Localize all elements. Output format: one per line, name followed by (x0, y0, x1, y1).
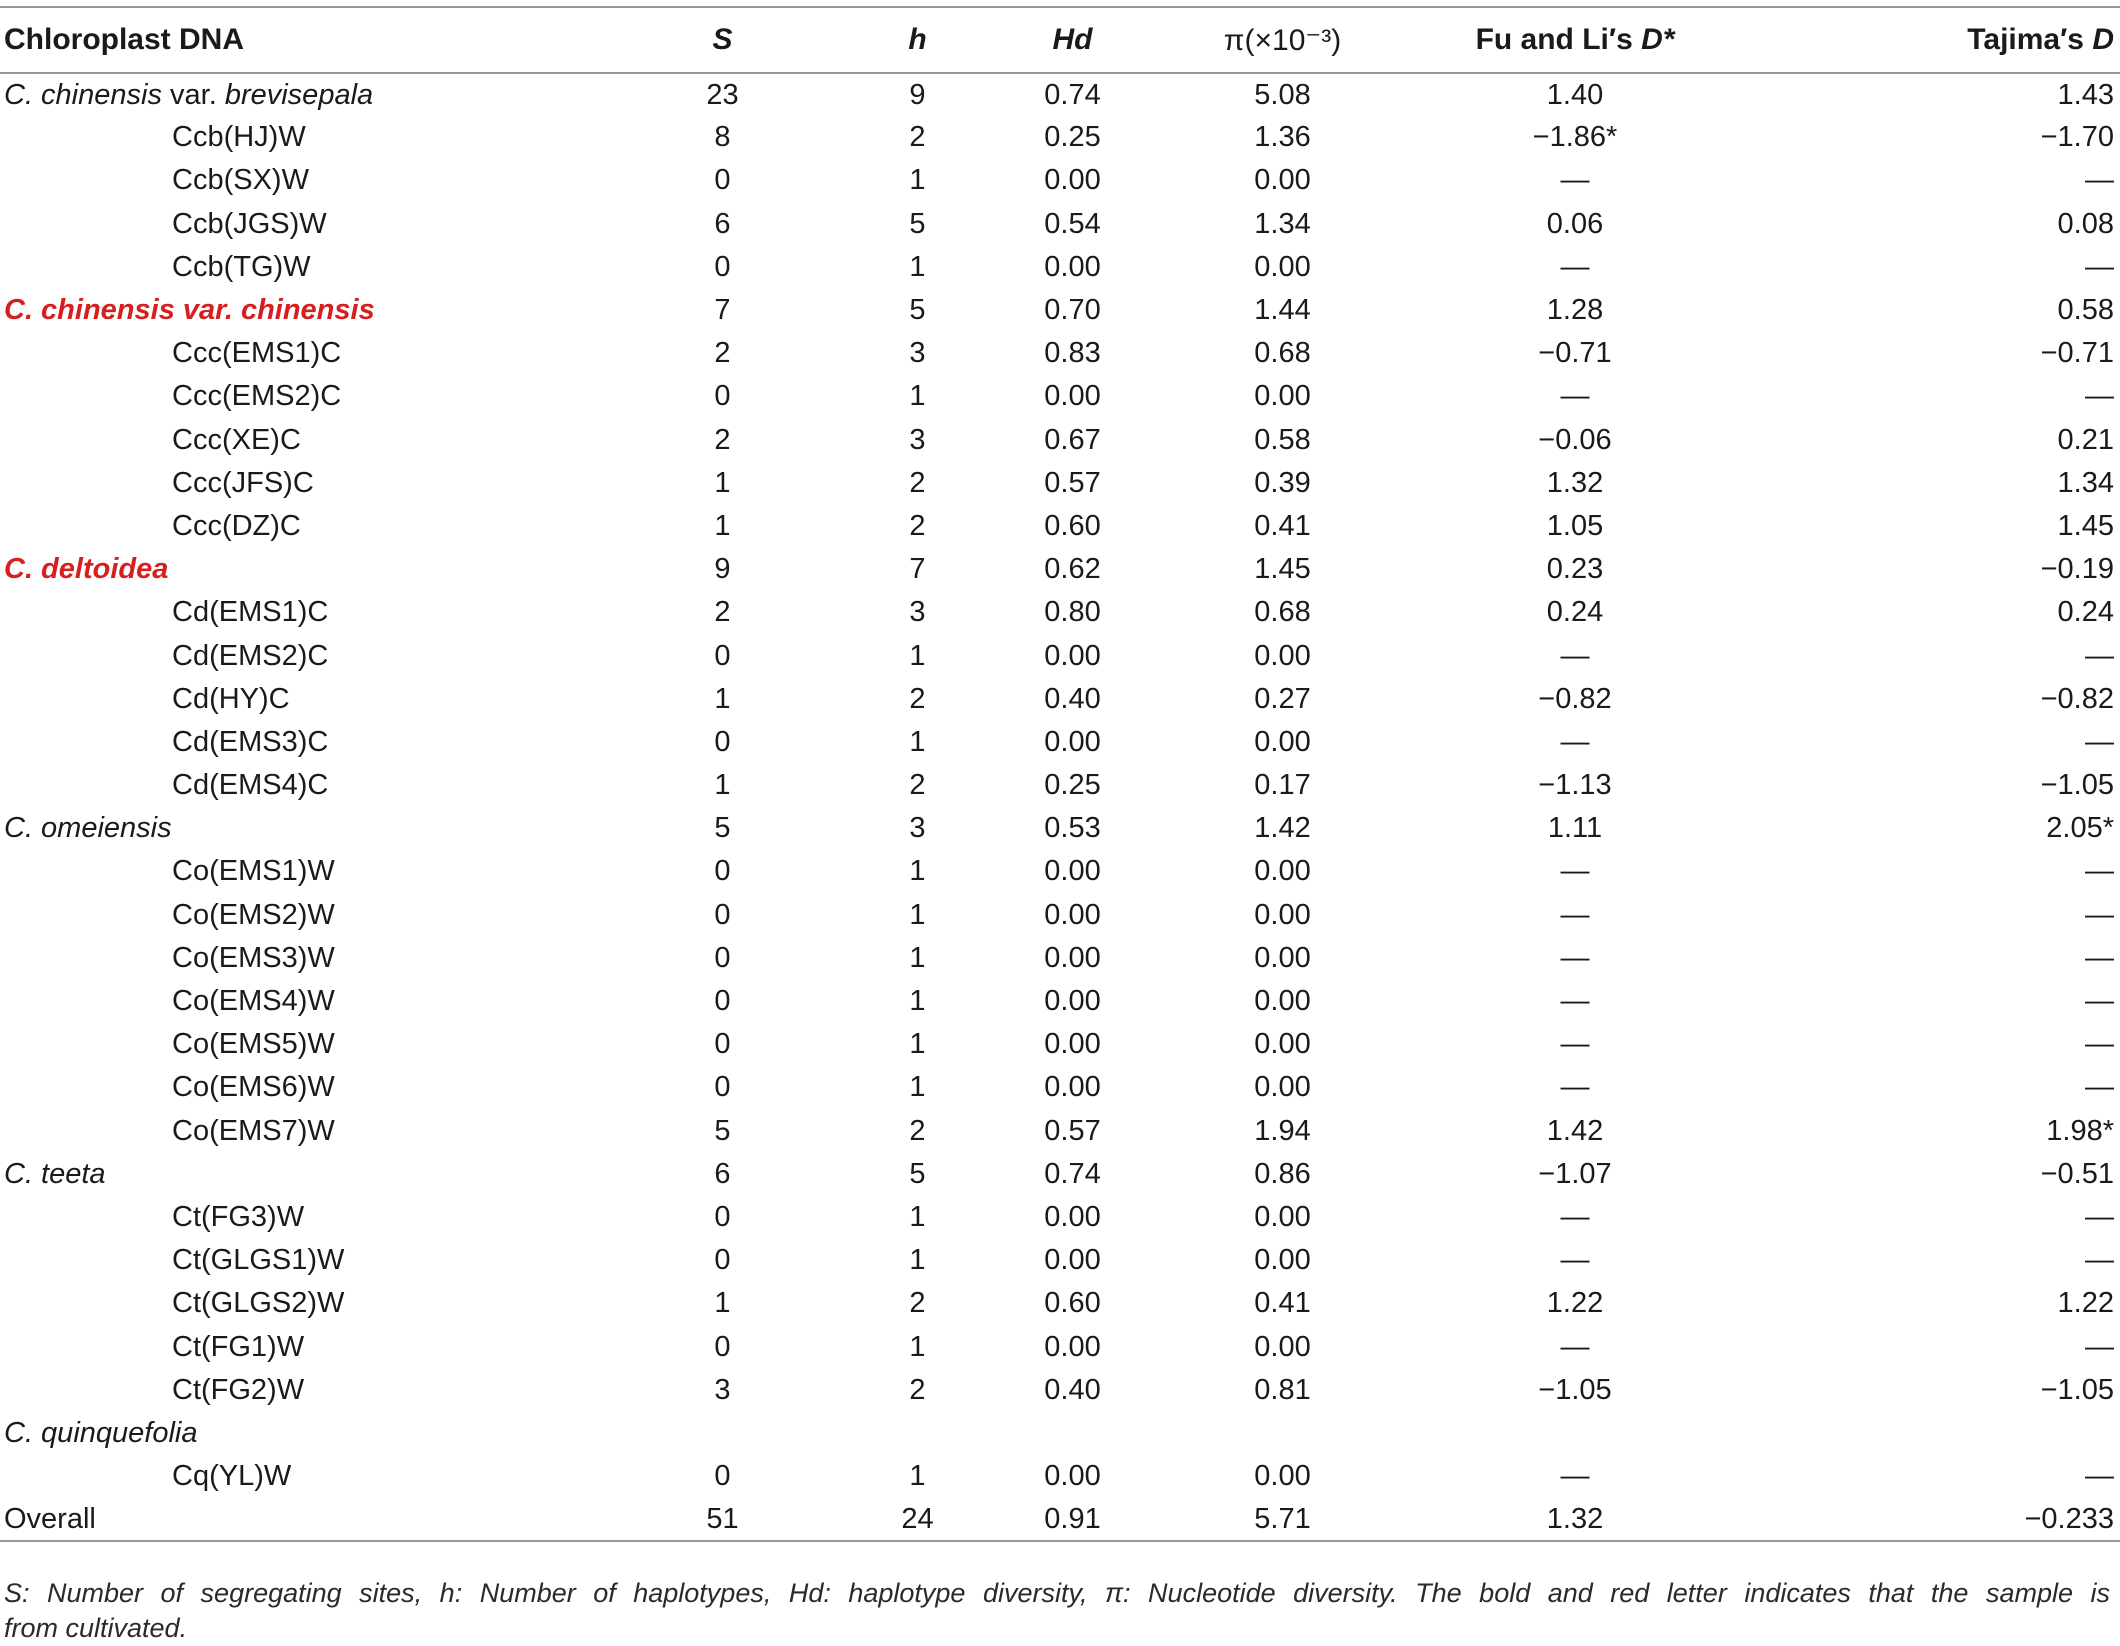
cell-hd: 0.74 (1044, 78, 1101, 111)
cell-pi: 0.27 (1254, 682, 1311, 715)
cell-h: 24 (845, 1498, 990, 1541)
cell-tajima: — (2085, 898, 2114, 931)
cell-fu-li (1410, 1412, 1740, 1455)
table-row (0, 980, 2120, 1023)
cell-h: 5 (909, 1157, 926, 1190)
cell-pi: 0.17 (1254, 769, 1311, 802)
header-tajima-d (1740, 7, 2120, 73)
cell-fu-li: 1.22 (1546, 1287, 1604, 1320)
header-tajima-prefix: Tajima′s (1967, 23, 2093, 56)
cell-h: 1 (909, 985, 926, 1018)
cell-h: 1 (909, 1460, 926, 1493)
cell-hd: 0.40 (1044, 1373, 1101, 1406)
row-label: Cd(EMS1)C (172, 596, 329, 629)
cell-hd: 0.83 (1044, 337, 1101, 370)
header-chloroplast-dna: Chloroplast DNA (0, 7, 600, 73)
cell-pi: 0.39 (1254, 466, 1311, 499)
table-body (0, 73, 2120, 1541)
cell-h (845, 1412, 990, 1455)
cell-hd: 0.00 (1044, 1244, 1101, 1277)
cell-tajima: — (2085, 725, 2114, 758)
row-label: Cd(HY)C (172, 682, 290, 715)
cell-s: 7 (714, 294, 731, 327)
header-hd: Hd (990, 7, 1155, 73)
cell-h: 1 (909, 898, 926, 931)
row-label: Ccc(DZ)C (172, 509, 301, 542)
table-row-overall (0, 1498, 2120, 1541)
table-row (0, 1153, 2120, 1196)
row-label: Co(EMS4)W (172, 985, 335, 1018)
cell-tajima: −0.82 (2040, 682, 2114, 715)
cell-tajima: — (2085, 941, 2114, 974)
row-label: Ccc(EMS2)C (172, 380, 342, 413)
cell-s (600, 1412, 845, 1455)
cell-fu-li: 1.40 (1546, 78, 1604, 111)
cell-s: 51 (600, 1498, 845, 1541)
row-label-cultivated: C. deltoidea (4, 553, 169, 586)
cell-pi: 0.00 (1254, 898, 1311, 931)
cell-pi: 5.71 (1155, 1498, 1410, 1541)
cell-tajima: −0.233 (1740, 1498, 2120, 1541)
cell-s: 23 (706, 78, 739, 111)
cell-h: 2 (909, 1114, 926, 1147)
row-label: Cd(EMS2)C (172, 639, 329, 672)
table-row (0, 850, 2120, 893)
cell-hd: 0.70 (1044, 294, 1101, 327)
cell-s: 0 (714, 1028, 731, 1061)
cell-fu-li: — (1560, 985, 1590, 1018)
cell-pi: 1.44 (1254, 294, 1311, 327)
row-label: Co(EMS6)W (172, 1071, 335, 1104)
table-header (0, 7, 2120, 73)
cell-pi: 0.00 (1254, 855, 1311, 888)
cell-pi: 0.68 (1254, 596, 1311, 629)
cell-h: 1 (909, 1028, 926, 1061)
diversity-table-container (0, 6, 2120, 1542)
cell-h: 2 (909, 1287, 926, 1320)
cell-s: 1 (714, 769, 731, 802)
cell-fu-li: — (1560, 639, 1590, 672)
cell-hd: 0.54 (1044, 207, 1101, 240)
header-row (0, 7, 2120, 73)
cell-h: 3 (909, 423, 926, 456)
cell-fu-li: 1.28 (1546, 294, 1604, 327)
cell-hd: 0.00 (1044, 1200, 1101, 1233)
table-row (0, 1196, 2120, 1239)
table-row (0, 419, 2120, 462)
cell-tajima: 0.58 (2057, 294, 2114, 327)
cell-h: 2 (909, 466, 926, 499)
table-row (0, 203, 2120, 246)
cell-tajima: — (2085, 250, 2114, 283)
cell-fu-li: −0.06 (1538, 423, 1612, 456)
row-label-overall: Overall (0, 1498, 600, 1541)
cell-hd: 0.00 (1044, 1330, 1101, 1363)
cell-tajima: −1.70 (2040, 121, 2114, 154)
cell-fu-li: — (1560, 164, 1590, 197)
cell-fu-li: −1.07 (1538, 1157, 1612, 1190)
cell-pi: 0.00 (1254, 1028, 1311, 1061)
cell-pi: 0.00 (1254, 1244, 1311, 1277)
cell-hd: 0.00 (1044, 985, 1101, 1018)
cell-pi: 0.00 (1254, 941, 1311, 974)
table-row (0, 937, 2120, 980)
cell-s: 0 (714, 639, 731, 672)
table-row (0, 591, 2120, 634)
cell-fu-li: — (1560, 250, 1590, 283)
cell-tajima: — (2085, 380, 2114, 413)
cell-s: 0 (714, 164, 731, 197)
variety-name: brevisepala (224, 78, 374, 111)
cell-s: 0 (714, 1460, 731, 1493)
cell-tajima: — (2085, 164, 2114, 197)
table-row (0, 1282, 2120, 1325)
cell-hd: 0.00 (1044, 1028, 1101, 1061)
cell-hd: 0.25 (1044, 121, 1101, 154)
header-s: S (600, 7, 845, 73)
cell-h: 1 (909, 164, 926, 197)
cell-s: 1 (714, 682, 731, 715)
table-row (0, 159, 2120, 202)
cell-hd: 0.40 (1044, 682, 1101, 715)
cell-h: 2 (909, 121, 926, 154)
cell-s: 2 (714, 596, 731, 629)
cell-hd: 0.62 (1044, 553, 1101, 586)
cell-pi: 1.45 (1254, 553, 1311, 586)
cell-pi: 0.68 (1254, 337, 1311, 370)
cell-tajima: −0.19 (2040, 553, 2114, 586)
header-fu-li-prefix: Fu and Li′s (1475, 23, 1642, 56)
cell-fu-li: 0.06 (1546, 207, 1604, 240)
footnote-line-1: S: Number of segregating sites, h: Number of haplotypes, Hd: haplotype diversity, π: Nucleotide diversity. The bold and red letter indicates that the sample is (4, 1578, 2110, 1608)
cell-tajima: — (2085, 639, 2114, 672)
cell-hd: 0.25 (1044, 769, 1101, 802)
rank-text: var. (161, 78, 225, 111)
cell-s: 2 (714, 423, 731, 456)
cell-fu-li: — (1560, 1200, 1590, 1233)
cell-h: 1 (909, 1200, 926, 1233)
cell-pi: 0.41 (1254, 509, 1311, 542)
cell-fu-li: 1.32 (1410, 1498, 1740, 1541)
cell-h: 1 (909, 250, 926, 283)
cell-tajima: — (2085, 855, 2114, 888)
table-row (0, 894, 2120, 937)
cell-hd: 0.00 (1044, 1071, 1101, 1104)
row-label (0, 73, 600, 116)
cell-tajima: — (2085, 1071, 2114, 1104)
cell-fu-li: 0.23 (1546, 553, 1604, 586)
table-row (0, 634, 2120, 677)
cell-tajima: 2.05* (2046, 812, 2114, 845)
row-label: Ct(GLGS1)W (172, 1244, 345, 1277)
cell-pi: 0.00 (1254, 725, 1311, 758)
cell-hd: 0.00 (1044, 639, 1101, 672)
header-pi: π(×10⁻³) (1155, 7, 1410, 73)
cell-h: 3 (909, 337, 926, 370)
cell-tajima: — (2085, 1028, 2114, 1061)
cell-tajima: 0.21 (2057, 423, 2114, 456)
table-row (0, 73, 2120, 116)
cell-s: 3 (714, 1373, 731, 1406)
table-row (0, 1325, 2120, 1368)
cell-tajima: — (2085, 1244, 2114, 1277)
cell-fu-li: — (1560, 941, 1590, 974)
row-label: Ccc(EMS1)C (172, 337, 342, 370)
cell-fu-li: — (1560, 1028, 1590, 1061)
cell-tajima: 1.34 (2057, 466, 2114, 499)
table-row (0, 462, 2120, 505)
cell-tajima: 1.98* (2046, 1114, 2114, 1147)
cell-pi: 5.08 (1254, 78, 1311, 111)
cell-tajima: — (2085, 1200, 2114, 1233)
cell-s: 5 (714, 1114, 731, 1147)
cell-fu-li: — (1560, 380, 1590, 413)
cell-s: 1 (714, 509, 731, 542)
cell-pi: 1.94 (1254, 1114, 1311, 1147)
row-label: Co(EMS2)W (172, 898, 335, 931)
cell-tajima: 1.43 (2057, 78, 2114, 111)
cell-pi: 0.00 (1254, 1071, 1311, 1104)
table-row (0, 116, 2120, 159)
cell-s: 0 (714, 941, 731, 974)
cell-tajima: −0.71 (2040, 337, 2114, 370)
cell-s: 8 (714, 121, 731, 154)
cell-fu-li: — (1560, 725, 1590, 758)
table-row (0, 1110, 2120, 1153)
row-label: Cd(EMS3)C (172, 725, 329, 758)
row-label: Ccc(JFS)C (172, 466, 314, 499)
cell-s: 5 (714, 812, 731, 845)
cell-h: 1 (909, 855, 926, 888)
cell-s: 9 (714, 553, 731, 586)
footnote-line-2: from cultivated. (4, 1613, 188, 1643)
cell-fu-li: — (1560, 898, 1590, 931)
cell-fu-li: −1.86* (1532, 121, 1618, 154)
table-row (0, 721, 2120, 764)
cell-hd (990, 1412, 1155, 1455)
header-fu-li-italic: D* (1641, 23, 1675, 56)
species-name: C. chinensis (4, 78, 162, 111)
cell-s: 0 (714, 855, 731, 888)
table-row (0, 246, 2120, 289)
cell-pi (1155, 1412, 1410, 1455)
cell-fu-li: −0.71 (1538, 337, 1612, 370)
cell-s: 0 (714, 250, 731, 283)
table-row (0, 332, 2120, 375)
cell-pi: 0.81 (1254, 1373, 1311, 1406)
cell-s: 0 (714, 898, 731, 931)
row-label-species: C. teeta (4, 1157, 106, 1190)
cell-fu-li: −0.82 (1538, 682, 1612, 715)
cell-pi: 0.00 (1254, 985, 1311, 1018)
cell-hd: 0.00 (1044, 941, 1101, 974)
cell-pi: 0.41 (1254, 1287, 1311, 1320)
cell-fu-li: — (1560, 855, 1590, 888)
table-row (0, 548, 2120, 591)
cell-h: 1 (909, 639, 926, 672)
cell-h: 9 (909, 78, 926, 111)
cell-pi: 0.00 (1254, 164, 1311, 197)
cell-s: 0 (714, 1071, 731, 1104)
table-footnote (4, 1576, 2110, 1646)
row-label-species: C. omeiensis (4, 812, 172, 845)
cell-hd: 0.00 (1044, 1460, 1101, 1493)
cell-pi: 0.00 (1254, 1460, 1311, 1493)
row-label: Ct(FG3)W (172, 1200, 305, 1233)
cell-hd: 0.67 (1044, 423, 1101, 456)
row-label: Ccc(XE)C (172, 423, 301, 456)
cell-tajima: −1.05 (2040, 769, 2114, 802)
cell-tajima: −0.51 (2040, 1157, 2114, 1190)
cell-h: 7 (909, 553, 926, 586)
cell-hd: 0.00 (1044, 164, 1101, 197)
cell-pi: 0.00 (1254, 250, 1311, 283)
cell-tajima: — (2085, 1330, 2114, 1363)
table-row (0, 1455, 2120, 1498)
cell-s: 0 (714, 1200, 731, 1233)
header-h: h (845, 7, 990, 73)
cell-pi: 0.00 (1254, 1200, 1311, 1233)
row-label: Co(EMS1)W (172, 855, 335, 888)
row-label-species: C. quinquefolia (4, 1416, 198, 1449)
cell-pi: 0.58 (1254, 423, 1311, 456)
cell-h: 2 (909, 682, 926, 715)
row-label: Co(EMS7)W (172, 1114, 335, 1147)
row-label: Cd(EMS4)C (172, 769, 329, 802)
cell-hd: 0.74 (1044, 1157, 1101, 1190)
row-label: Ct(GLGS2)W (172, 1287, 345, 1320)
cell-h: 5 (909, 294, 926, 327)
cell-h: 3 (909, 596, 926, 629)
cell-h: 3 (909, 812, 926, 845)
cell-s: 2 (714, 337, 731, 370)
table-row (0, 505, 2120, 548)
header-fu-li-d (1410, 7, 1740, 73)
cell-tajima: 0.08 (2057, 207, 2114, 240)
table-row (0, 764, 2120, 807)
table-row (0, 289, 2120, 332)
cell-pi: 1.42 (1254, 812, 1311, 845)
row-label: Co(EMS3)W (172, 941, 335, 974)
cell-tajima: −1.05 (2040, 1373, 2114, 1406)
cell-hd: 0.57 (1044, 466, 1101, 499)
cell-s: 1 (714, 466, 731, 499)
cell-s: 6 (714, 1157, 731, 1190)
cell-s: 0 (714, 1330, 731, 1363)
cell-s: 0 (714, 725, 731, 758)
cell-h: 1 (909, 1244, 926, 1277)
table-row (0, 1239, 2120, 1282)
cell-s: 6 (714, 207, 731, 240)
cell-hd: 0.00 (1044, 898, 1101, 931)
cell-pi: 1.36 (1254, 121, 1311, 154)
cell-tajima: 1.45 (2057, 509, 2114, 542)
cell-hd: 0.80 (1044, 596, 1101, 629)
chloroplast-diversity-table (0, 6, 2120, 1542)
cell-s: 1 (714, 1287, 731, 1320)
row-label: Ccb(HJ)W (172, 121, 306, 154)
cell-tajima: 1.22 (2057, 1287, 2114, 1320)
cell-pi: 1.34 (1254, 207, 1311, 240)
cell-fu-li: — (1560, 1460, 1590, 1493)
cell-tajima: — (2085, 985, 2114, 1018)
row-label: Ccb(SX)W (172, 164, 309, 197)
header-tajima-italic: D (2092, 23, 2114, 56)
cell-h: 2 (909, 509, 926, 542)
table-row (0, 375, 2120, 418)
cell-h: 1 (909, 1330, 926, 1363)
cell-h: 2 (909, 769, 926, 802)
cell-h: 1 (909, 941, 926, 974)
table-row (0, 1023, 2120, 1066)
cell-fu-li: 1.42 (1546, 1114, 1604, 1147)
cell-hd: 0.00 (1044, 725, 1101, 758)
table-row (0, 678, 2120, 721)
cell-pi: 0.00 (1254, 1330, 1311, 1363)
cell-tajima (1740, 1412, 2120, 1455)
cell-fu-li: 0.24 (1546, 596, 1604, 629)
cell-hd: 0.53 (1044, 812, 1101, 845)
row-label: Ct(FG2)W (172, 1373, 305, 1406)
cell-h: 1 (909, 380, 926, 413)
cell-hd: 0.57 (1044, 1114, 1101, 1147)
cell-tajima: 0.24 (2057, 596, 2114, 629)
table-row (0, 1369, 2120, 1412)
cell-hd: 0.00 (1044, 855, 1101, 888)
cell-pi: 0.86 (1254, 1157, 1311, 1190)
cell-fu-li: 1.11 (1547, 812, 1603, 845)
cell-s: 0 (714, 985, 731, 1018)
cell-fu-li: — (1560, 1071, 1590, 1104)
row-label: Ccb(TG)W (172, 250, 311, 283)
cell-hd: 0.00 (1044, 250, 1101, 283)
cell-h: 5 (909, 207, 926, 240)
cell-h: 1 (909, 725, 926, 758)
row-label: Ct(FG1)W (172, 1330, 305, 1363)
cell-h: 2 (909, 1373, 926, 1406)
cell-h: 1 (909, 1071, 926, 1104)
row-label: Cq(YL)W (172, 1460, 292, 1493)
cell-fu-li: — (1560, 1330, 1590, 1363)
cell-fu-li: 1.05 (1546, 509, 1604, 542)
table-row (0, 807, 2120, 850)
cell-fu-li: −1.13 (1538, 769, 1612, 802)
cell-hd: 0.60 (1044, 1287, 1101, 1320)
cell-hd: 0.60 (1044, 509, 1101, 542)
table-row (0, 1412, 2120, 1455)
cell-s: 0 (714, 1244, 731, 1277)
cell-hd: 0.00 (1044, 380, 1101, 413)
cell-fu-li: 1.32 (1546, 466, 1604, 499)
row-label-cultivated: C. chinensis var. chinensis (4, 294, 375, 327)
row-label: Ccb(JGS)W (172, 207, 327, 240)
cell-hd: 0.91 (990, 1498, 1155, 1541)
cell-tajima: — (2085, 1460, 2114, 1493)
cell-pi: 0.00 (1254, 639, 1311, 672)
cell-fu-li: — (1560, 1244, 1590, 1277)
cell-pi: 0.00 (1254, 380, 1311, 413)
cell-fu-li: −1.05 (1538, 1373, 1612, 1406)
table-row (0, 1066, 2120, 1109)
cell-s: 0 (714, 380, 731, 413)
row-label: Co(EMS5)W (172, 1028, 335, 1061)
